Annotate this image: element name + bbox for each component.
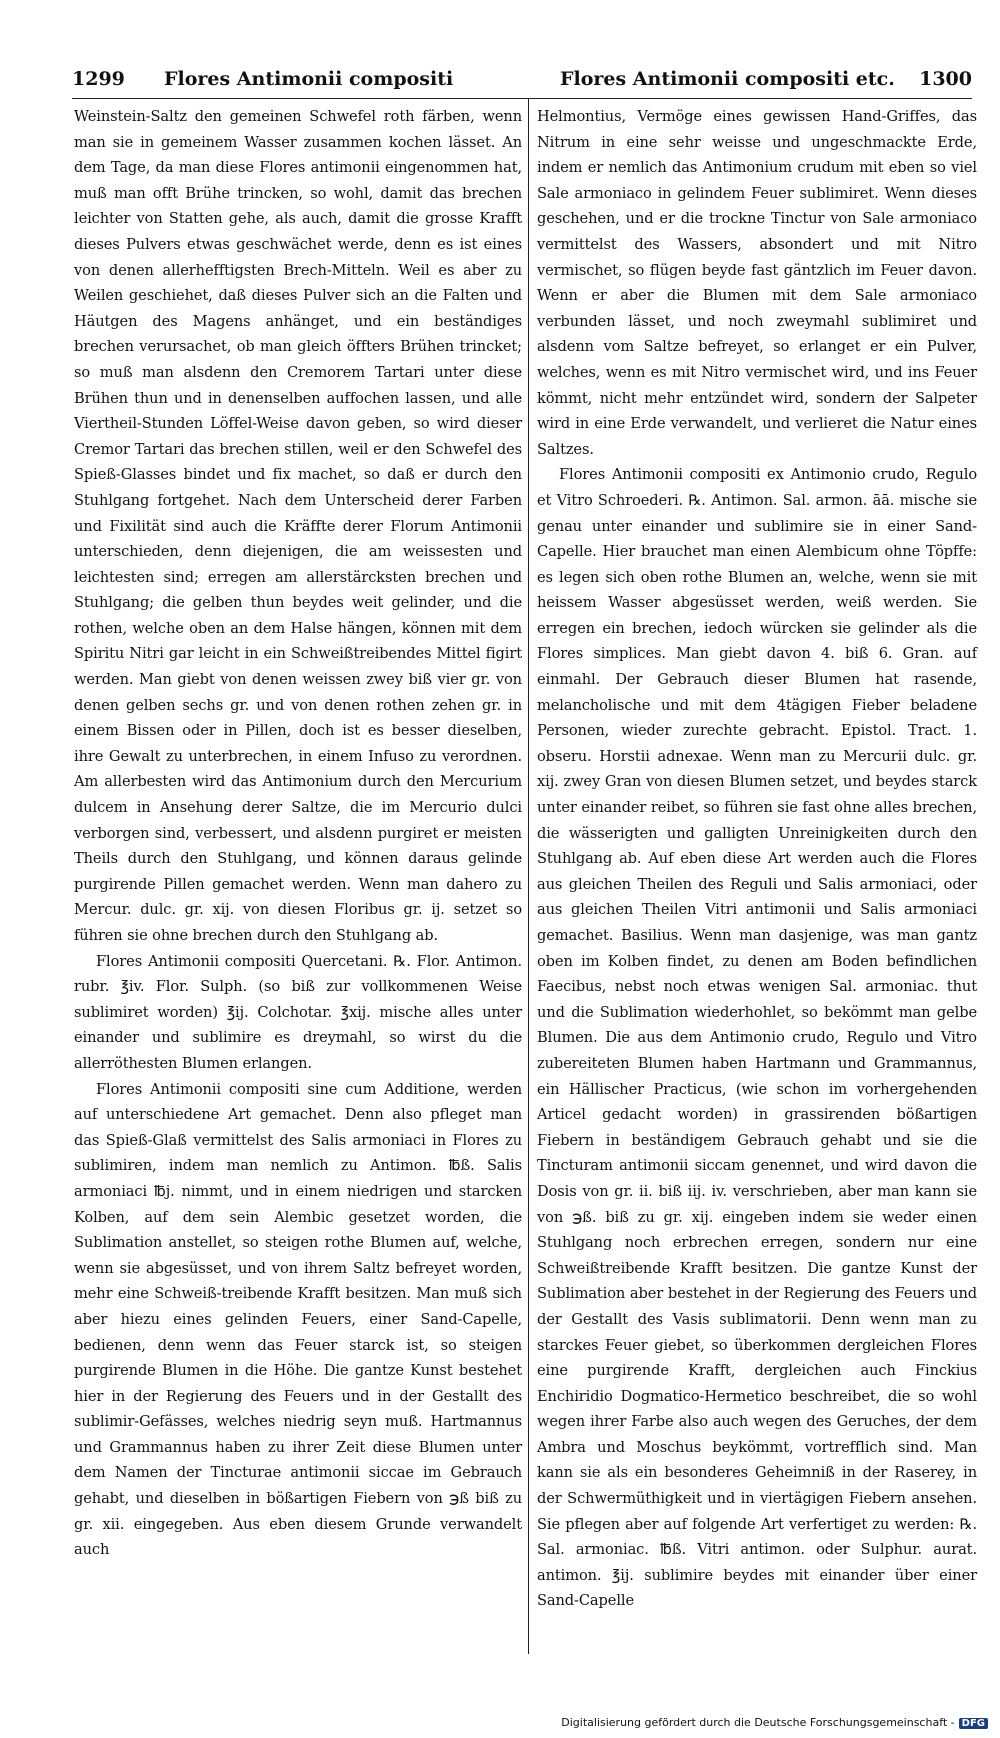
digitization-footer [561,1716,988,1729]
page-number-left: 1299 [72,68,125,90]
dfg-logo-icon: DFG [959,1718,988,1729]
left-paragraph: Flores Antimonii compositi Quercetani. ℞. Flor. Antimon. rubr. ℥iv. Flor. Sulph. (so biß zur vollkommenen Weise sublimiret worden) ℥ij. Colchotar. ℥xij. mische alles unter einander und sublimire es dreymahl, so wirst du die allerröthesten Blumen erlangen. [74,952,522,1072]
right-column [537,104,977,1614]
right-paragraph: Flores Antimonii compositi ex Antimonio crudo, Regulo et Vitro Schroederi. ℞. Antimon. Sal. armon. āā. mische sie genau unter einander und sublimire sie in einer Sand-Capelle. Hier brauchet man einen Alembicum ohne Töpffe: es legen sich oben rothe Blumen an, welche, wenn sie mit heissem Wasser abgesüsset werden, weiß werden. Sie erregen ein brechen, iedoch würcken sie gelinder als die Flores simplices. Man giebt davon 4. biß 6. Gran. auf einmahl. Der Gebrauch dieser Blumen hat rasende, melancholische und mit dem 4tägigen Fieber beladene Personen, wieder zurechte gebracht. Epistol. Tract. 1. obseru. Horstii adnexae. Wenn man zu Mercurii dulc. gr. xij. zwey Gran von diesen Blumen setzet, und beydes starck unter einander reibet, so führen sie fast ohne alles brechen, die wässerigten und galligten Unreinigkeiten durch den Stuhlgang ab. Auf eben diese Art werden auch die Flores aus gleichen Theilen des Reguli und Salis armoniaci, oder aus gleichen Theilen Vitri antimonii und Salis armoniaci gemachet. Basilius. Wenn man dasjenige, was man gantz oben im Kolben findet, zu denen am Boden befindlichen Faecibus, nebst noch etwas wenigen Sal. armoniac. thut und die Sublimation wiederhohlet, so bekömmt man gelbe Blumen. Die aus dem Antimonio crudo, Regulo und Vitro zubereiteten Blumen haben Hartmann und Grammannus, ein Hällischer Practicus, (wie schon im vorhergehenden Articel gedacht worden) in grassirenden bößartigen Fiebern in beständigem Gebrauch gehabt und sie die Tincturam antimonii siccam genennet, und wird davon die Dosis von gr. ii. biß iij. iv. verschrieben, aber man kann sie von ℈ß. biß zu gr. xij. eingeben indem sie weder einen Stuhlgang noch erbrechen erregen, sondern nur eine Schweißtreibende Krafft besitzen. Die gantze Kunst der Sublimation aber bestehet in der Regierung des Feuers und der Gestallt des Vasis sublimatorii. Denn wenn man zu starckes Feuer giebet, so überkommen dergleichen Flores eine purgirende Krafft, dergleichen auch Finckius Enchiridio Dogmatico-Hermetico beschreibet, die so wohl wegen ihrer Farbe also auch wegen des Geruches, der dem Ambra und Moschus beykömmt, vortrefflich sind. Man kann sie als ein besonderes Geheimniß in der Raserey, in der Schwermüthigkeit und in viertägigen Fiebern ansehen. Sie pflegen aber auf folgende Art verfertiget zu werden: ℞. Sal. armoniac. ℔ß. Vitri antimon. oder Sulphur. aurat. antimon. ℥ij. sublimire beydes mit einander über einer Sand-Capelle [537,466,977,1610]
running-header [72,62,972,96]
running-title-left: Flores Antimonii compositi [164,68,454,90]
left-paragraph: Flores Antimonii compositi sine cum Additione, werden auf unterschiedene Art gemachet. Denn also pfleget man das Spieß-Glaß vermittelst des Salis armoniaci in Flores zu sublimiren, indem man nemlich zu Antimon. ℔ß. Salis armoniaci ℔j. nimmt, und in einem niedrigen und starcken Kolben, auf dem sein Alembic gesetzet worden, die Sublimation anstellet, so steigen rothe Blumen auf, welche, wenn sie abgesüsset, und von ihrem Saltz befreyet worden, mehr eine Schweiß-treibende Krafft besitzen. Man muß sich aber hiezu eines gelinden Feuers, einer Sand-Capelle, bedienen, denn wenn das Feuer starck ist, so steigen purgirende Blumen in die Höhe. Die gantze Kunst bestehet hier in der Regierung des Feuers und in der Gestallt des sublimir-Gefässes, welches niedrig seyn muß. Hartmannus und Grammannus haben zu ihrer Zeit diese Blumen unter dem Namen der Tincturae antimonii siccae im Gebrauch gehabt, und dieselben in bößartigen Fiebern von ℈ß biß zu gr. xii. eingegeben. Aus eben diesem Grunde verwandelt auch [74,1080,522,1559]
footer-text: Digitalisierung gefördert durch die Deutsche Forschungsgemeinschaft - [561,1716,955,1729]
header-rule [72,98,972,99]
left-paragraph: Weinstein-Saltz den gemeinen Schwefel roth färben, wenn man sie in gemeinem Wasser zusammen kochen lässet. An dem Tage, da man diese Flores antimonii eingenommen hat, muß man offt Brühe trincken, so wohl, damit das brechen leichter von Statten gehe, als auch, damit die grosse Krafft dieses Pulvers etwas geschwächet werde, denn es ist eines von denen allerhefftigsten Brech-Mitteln. Weil es aber zu Weilen geschiehet, daß dieses Pulver sich an die Falten und Häutgen des Magens anhänget, und ein beständiges brechen verursachet, ob man gleich öffters Brühen trincket; so muß man alsdenn den Cremorem Tartari unter diese Brühen thun und in denenselben auffochen lassen, und alle Viertheil-Stunden Löffel-Weise davon geben, so wird dieser Cremor Tartari das brechen stillen, weil er den Schwefel des Spieß-Glasses bindet und fix machet, so daß er durch den Stuhlgang fortgehet. Nach dem Unterscheid derer Farben und Fixilität sind auch die Kräffte derer Florum Antimonii unterschieden, denn diejenigen, die am weissesten und leichtesten sind; erregen am allerstärcksten brechen und Stuhlgang; die gelben thun beydes weit gelinder, und die rothen, welche oben an dem Halse hängen, können mit dem Spiritu Nitri gar leicht in ein Schweißtreibendes Mittel figirt werden. Man giebt von denen weissen zwey biß vier gr. von denen gelben sechs gr. und von denen rothen zehen gr. in einem Bissen oder in Pillen, doch ist es besser dieselben, ihre Gewalt zu unterbrechen, in einem Infuso zu verordnen. Am allerbesten wird das Antimonium durch den Mercurium dulcem in Ansehung derer Saltze, die im Mercurio dulci verborgen sind, verbessert, und alsdenn purgiret er meisten Theils durch den Stuhlgang, und können daraus gelinde purgirende Pillen gemachet werden. Wenn man dahero zu Mercur. dulc. gr. xij. von diesen Floribus gr. ij. setzet so führen sie ohne brechen durch den Stuhlgang ab. [74,108,522,944]
column-divider [528,98,529,1654]
right-paragraph: Helmontius, Vermöge eines gewissen Hand-Griffes, das Nitrum in eine sehr weisse und ungeschmackte Erde, indem er nemlich das Antimonium crudum mit eben so viel Sale armoniaco in gelindem Feuer sublimiret. Wenn dieses geschehen, und er die trockne Tinctur von Sale armoniaco vermittelst des Wassers, absondert und mit Nitro vermischet, so flügen beyde fast gäntzlich im Feuer davon. Wenn er aber die Blumen mit dem Sale armoniaco verbunden lässet, und noch zweymahl sublimiret und alsdenn vom Saltze befreyet, so erlanget er ein Pulver, welches, wenn es mit Nitro vermischet wird, und ins Feuer kömmt, nicht mehr entzündet wird, sondern der Salpeter wird in eine Erde verwandelt, und verlieret die Natur eines Saltzes. [537,108,977,458]
running-title-right: Flores Antimonii compositi etc. [560,68,895,90]
left-column [74,104,522,1563]
page-number-right: 1300 [919,68,972,90]
